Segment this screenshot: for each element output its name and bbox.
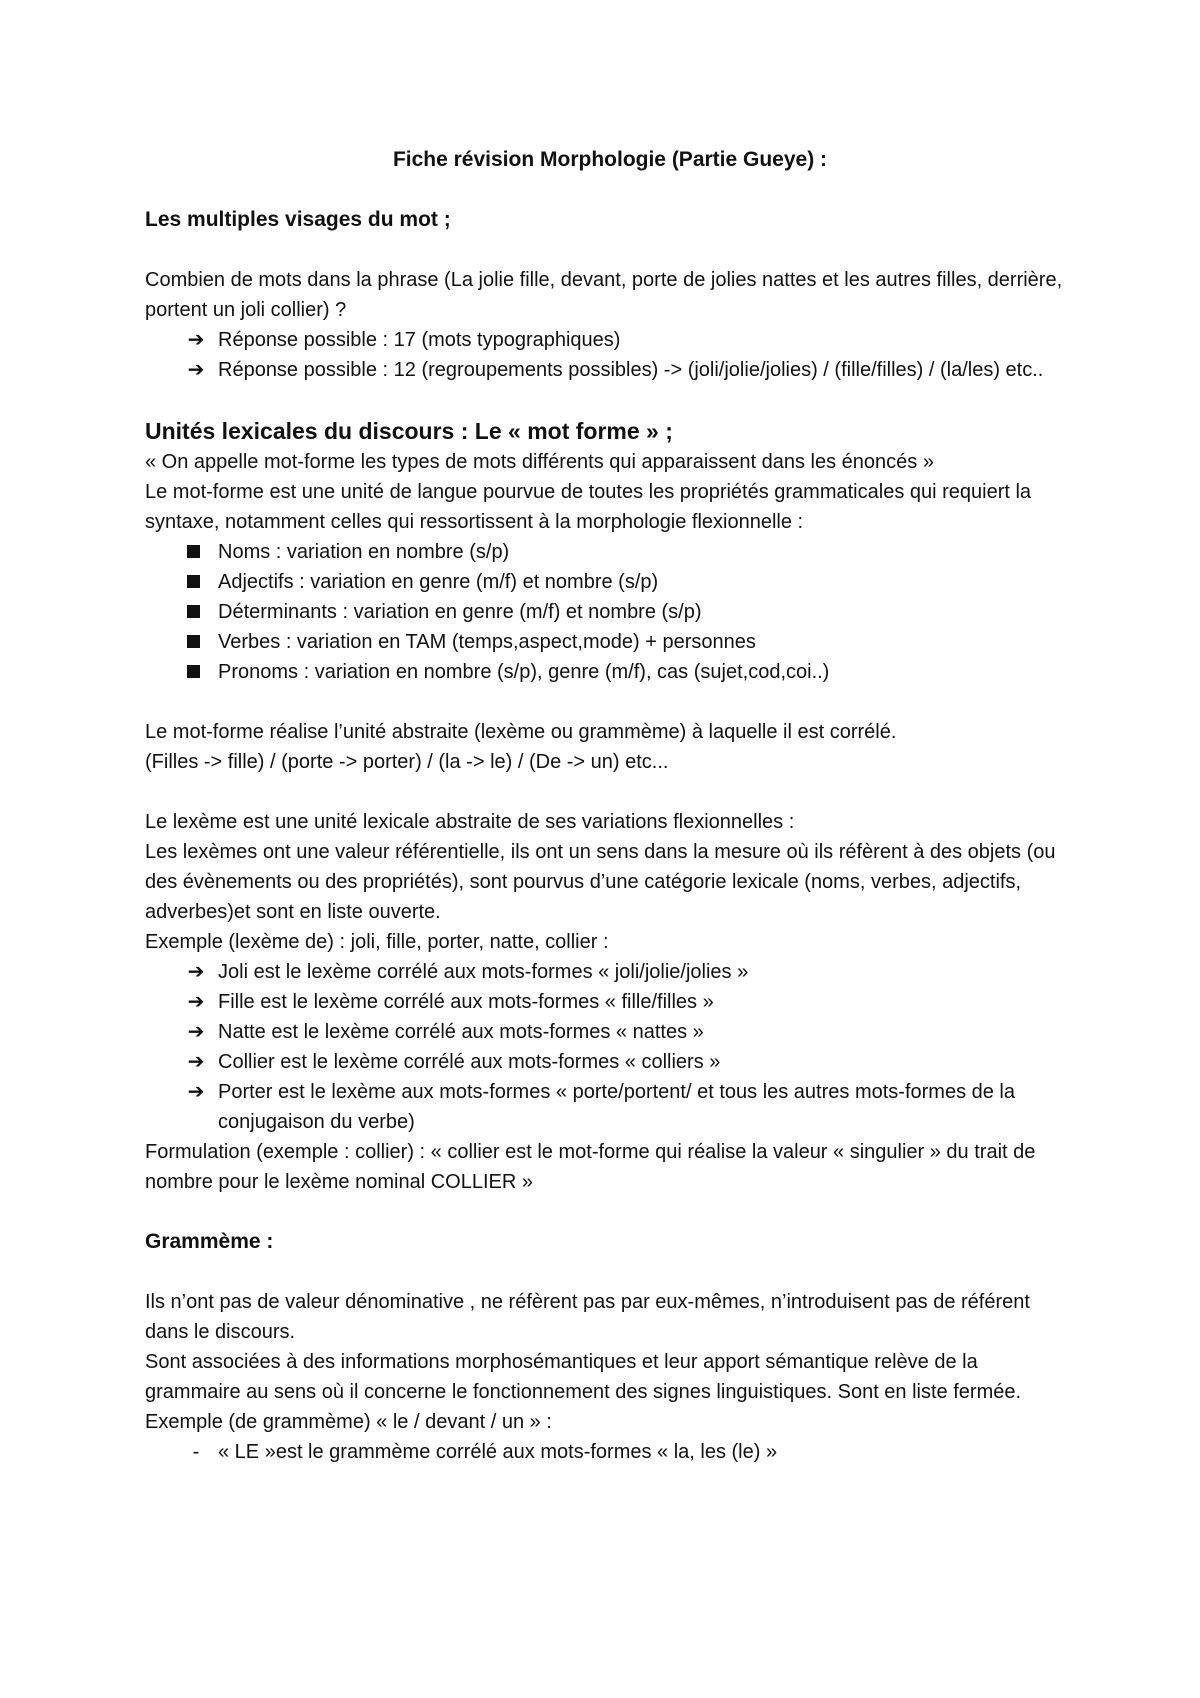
- lexeme-example-intro: Exemple (lexème de) : joli, fille, porter, natte, collier :: [145, 931, 609, 953]
- arrow-icon: ➔: [187, 329, 205, 351]
- spacer: [145, 235, 1075, 265]
- arrow-icon: ➔: [187, 991, 205, 1013]
- list-item: [145, 987, 1075, 1017]
- list-item-text: Porter est le lexème aux mots-formes « porte/portent/ et tous les autres mots-formes de la conjugaison du verbe): [218, 1081, 1016, 1133]
- section-heading-grammeme: Grammème :: [145, 1230, 274, 1253]
- list-item: [145, 1437, 1075, 1467]
- section-heading-visages: Les multiples visages du mot ;: [145, 208, 451, 231]
- formulation-paragraph: Formulation (exemple : collier) : « collier est le mot-forme qui réalise la valeur « singulier » du trait de nombre pour le lexème nominal COLLIER »: [145, 1141, 1036, 1193]
- grammeme-paragraph-2: Sont associées à des informations morphosémantiques et leur apport sémantique relève de la grammaire au sens où il concerne le fonctionnement des signes linguistiques. Sont en liste fermée.: [145, 1351, 1022, 1403]
- list-item: [145, 1047, 1075, 1077]
- spacer: [145, 1257, 1075, 1287]
- realisation-paragraph: Le mot-forme réalise l’unité abstraite (lexème ou grammème) à laquelle il est corrélé.: [145, 721, 897, 743]
- quote-paragraph: « On appelle mot-forme les types de mots différents qui apparaissent dans les énoncés »: [145, 451, 934, 473]
- square-bullet-icon: [187, 605, 200, 618]
- grammeme-example-intro: Exemple (de grammème) « le / devant / un » :: [145, 1411, 552, 1433]
- list-item: [145, 957, 1075, 987]
- list-item-text: « LE »est le grammème corrélé aux mots-formes « la, les (le) »: [218, 1441, 778, 1463]
- square-bullet-icon: [187, 635, 200, 648]
- spacer: [145, 385, 1075, 415]
- question-paragraph: Combien de mots dans la phrase (La jolie fille, devant, porte de jolies nattes et les autres filles, derrière, portent un joli collier) ?: [145, 269, 1063, 321]
- variation-list: [145, 537, 1075, 687]
- section-heading-mot-forme: Unités lexicales du discours : Le « mot forme » ;: [145, 418, 673, 444]
- list-item-text: Déterminants : variation en genre (m/f) et nombre (s/p): [218, 601, 702, 623]
- spacer: [145, 687, 1075, 717]
- list-item-text: Adjectifs : variation en genre (m/f) et nombre (s/p): [218, 571, 659, 593]
- realisation-examples: (Filles -> fille) / (porte -> porter) / (la -> le) / (De -> un) etc...: [145, 751, 669, 773]
- answer-list: [145, 325, 1075, 385]
- list-item-text: Réponse possible : 12 (regroupements possibles) -> (joli/jolie/jolies) / (fille/filles) / (la/les) etc..: [218, 359, 1044, 381]
- spacer: [145, 1197, 1075, 1227]
- square-bullet-icon: [187, 665, 200, 678]
- arrow-icon: ➔: [187, 1051, 205, 1073]
- square-bullet-icon: [187, 545, 200, 558]
- list-item-text: Noms : variation en nombre (s/p): [218, 541, 510, 563]
- list-item: [145, 627, 1075, 657]
- arrow-icon: ➔: [187, 1021, 205, 1043]
- dash-bullet: -: [192, 1441, 200, 1463]
- square-bullet-icon: [187, 575, 200, 588]
- lexeme-paragraph: Les lexèmes ont une valeur référentielle, ils ont un sens dans la mesure où ils réfèrent à des objets (ou des évènements ou des propriétés), sont pourvus d’une catégorie lexicale (noms, verbes, adjectifs, adverbes)et sont en liste ouverte.: [145, 841, 1056, 923]
- list-item: [145, 355, 1075, 385]
- list-item: [145, 657, 1075, 687]
- document-page: [145, 145, 1075, 1467]
- list-item-text: Natte est le lexème corrélé aux mots-formes « nattes »: [218, 1021, 704, 1043]
- arrow-icon: ➔: [187, 1081, 205, 1103]
- list-item-text: Réponse possible : 17 (mots typographiques): [218, 329, 621, 351]
- arrow-icon: ➔: [187, 961, 205, 983]
- lexeme-example-list: [145, 957, 1075, 1137]
- list-item-text: Pronoms : variation en nombre (s/p), genre (m/f), cas (sujet,cod,coi..): [218, 661, 830, 683]
- lexeme-definition: Le lexème est une unité lexicale abstraite de ses variations flexionnelles :: [145, 811, 795, 833]
- list-item-text: Joli est le lexème corrélé aux mots-formes « joli/jolie/jolies »: [218, 961, 749, 983]
- list-item-text: Verbes : variation en TAM (temps,aspect,mode) + personnes: [218, 631, 756, 653]
- list-item: [145, 567, 1075, 597]
- list-item: [145, 325, 1075, 355]
- list-item: [145, 1077, 1075, 1137]
- list-item: [145, 537, 1075, 567]
- definition-paragraph: Le mot-forme est une unité de langue pourvue de toutes les propriétés grammaticales qui requiert la syntaxe, notamment celles qui ressortissent à la morphologie flexionnelle :: [145, 481, 1032, 533]
- grammeme-example-list: [145, 1437, 1075, 1467]
- spacer: [145, 777, 1075, 807]
- list-item-text: Collier est le lexème corrélé aux mots-formes « colliers »: [218, 1051, 721, 1073]
- document-title: Fiche révision Morphologie (Partie Gueye) :: [392, 148, 828, 171]
- grammeme-paragraph-1: Ils n’ont pas de valeur dénominative , ne réfèrent pas par eux-mêmes, n’introduisent pas de référent dans le discours.: [145, 1291, 1030, 1343]
- list-item: [145, 597, 1075, 627]
- list-item: [145, 1017, 1075, 1047]
- arrow-icon: ➔: [187, 359, 205, 381]
- list-item-text: Fille est le lexème corrélé aux mots-formes « fille/filles »: [218, 991, 714, 1013]
